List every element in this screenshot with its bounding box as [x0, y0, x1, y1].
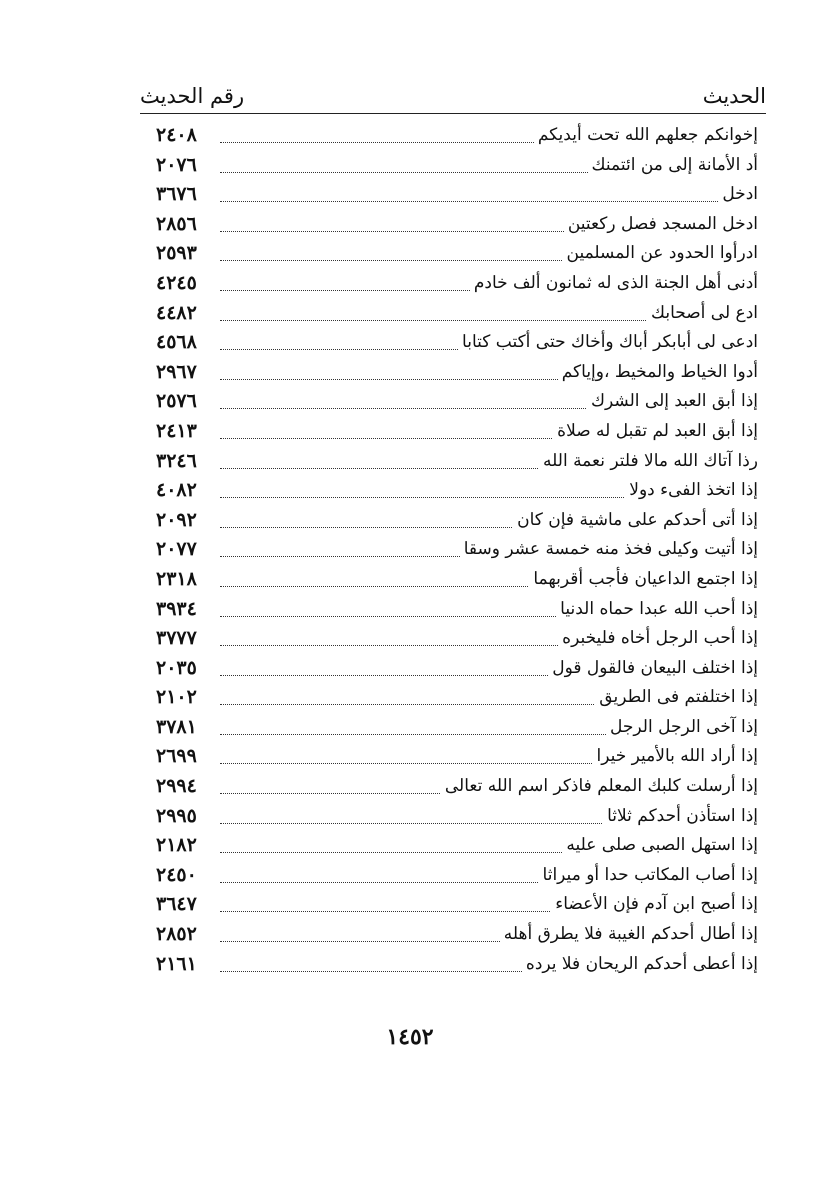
- hadith-number: ٢٨٥٢: [156, 923, 197, 946]
- hadith-column-title: الحديث: [702, 84, 766, 108]
- hadith-number: ٢٣١٨: [156, 567, 197, 590]
- index-entry: [140, 566, 766, 596]
- hadith-text: ادعى لى أبابكر أباك وأخاك حتى أكتب كتابا: [458, 332, 758, 352]
- hadith-number: ٣٧٧٧: [156, 627, 197, 650]
- index-entry: [140, 921, 766, 951]
- index-entry: [140, 477, 766, 507]
- hadith-number: ٢٥٧٦: [156, 390, 197, 413]
- hadith-text: أد الأمانة إلى من ائتمنك: [588, 155, 758, 175]
- hadith-number: ٤٢٤٥: [156, 271, 197, 294]
- index-entry: [140, 270, 766, 300]
- index-entry: [140, 418, 766, 448]
- hadith-text: إذا أصاب المكاتب حدا أو ميراثا: [539, 865, 758, 885]
- header-rule: [140, 113, 766, 114]
- hadith-number: ٣٦٧٦: [156, 183, 197, 206]
- column-header: [140, 84, 766, 114]
- index-entry: [140, 388, 766, 418]
- hadith-text: إذا أتى أحدكم على ماشية فإن كان: [513, 510, 758, 530]
- index-entry: [140, 832, 766, 862]
- hadith-number: ٢١٨٢: [156, 834, 197, 857]
- hadith-text: إذا أرسلت كلبك المعلم فاذكر اسم الله تعالى: [441, 776, 758, 796]
- hadith-number: ٢٠٧٦: [156, 153, 197, 176]
- hadith-text: إذا استأذن أحدكم ثلاثا: [603, 806, 758, 826]
- hadith-text: ادرأوا الحدود عن المسلمين: [563, 243, 758, 263]
- index-entry: [140, 211, 766, 241]
- hadith-number: ٢٥٩٣: [156, 242, 197, 265]
- index-entry: [140, 743, 766, 773]
- hadith-number: ٢٠٣٥: [156, 656, 197, 679]
- hadith-number: ٢٦٩٩: [156, 745, 197, 768]
- index-entry: [140, 240, 766, 270]
- index-entry: [140, 122, 766, 152]
- page-number: ١٤٥٢: [386, 1024, 434, 1050]
- hadith-text: إخوانكم جعلهم الله تحت أيديكم: [534, 125, 758, 145]
- index-entry: [140, 684, 766, 714]
- dotted-leader: [220, 201, 758, 202]
- index-entry: [140, 448, 766, 478]
- hadith-number: ٢٤٠٨: [156, 124, 197, 146]
- hadith-text: إذا اختلف البيعان فالقول قول: [548, 658, 758, 678]
- hadith-text: إذا اتخذ الفىء دولا: [625, 480, 758, 500]
- hadith-number: ٤٠٨٢: [156, 479, 197, 502]
- hadith-index-list: [140, 122, 766, 980]
- index-entry: [140, 596, 766, 626]
- hadith-number: ٣٧٨١: [156, 715, 197, 738]
- hadith-text: إذا أراد الله بالأمير خيرا: [593, 746, 758, 766]
- hadith-number: ٢١٦١: [156, 952, 197, 975]
- index-entry: [140, 891, 766, 921]
- index-entry: [140, 359, 766, 389]
- index-entry: [140, 300, 766, 330]
- hadith-number: ٢٠٩٢: [156, 508, 197, 531]
- hadith-number: ٢٤١٣: [156, 419, 197, 442]
- hadith-text: أدنى أهل الجنة الذى له ثمانون ألف خادم: [470, 273, 758, 293]
- index-entry: [140, 507, 766, 537]
- index-entry: [140, 951, 766, 981]
- index-entry: [140, 625, 766, 655]
- hadith-number: ٤٥٦٨: [156, 331, 197, 354]
- hadith-number: ٢٠٧٧: [156, 538, 197, 561]
- hadith-text: إذا اجتمع الداعيان فأجب أقربهما: [529, 569, 758, 589]
- hadith-text: رذا آتاك الله مالا فلتر نعمة الله: [539, 451, 758, 471]
- index-entry: [140, 329, 766, 359]
- hadith-text: إذا أبق العبد لم تقبل له صلاة: [553, 421, 758, 441]
- hadith-text: ادخل المسجد فصل ركعتين: [564, 214, 758, 234]
- hadith-text: إذا استهل الصبى صلى عليه: [562, 835, 758, 855]
- hadith-number: ٢٤٥٠: [156, 863, 197, 886]
- hadith-text: إذا اختلفتم فى الطريق: [595, 687, 758, 707]
- index-entry: [140, 862, 766, 892]
- hadith-number: ٢١٠٢: [156, 686, 197, 709]
- hadith-text: إذا أحب الله عبدا حماه الدنيا: [556, 599, 758, 619]
- hadith-text: إذا آخى الرجل الرجل: [606, 717, 758, 737]
- hadith-text: ادع لى أصحابك: [647, 303, 758, 323]
- hadith-text: ادخل: [718, 184, 758, 204]
- hadith-number: ٣٢٤٦: [156, 449, 197, 472]
- index-entry: [140, 803, 766, 833]
- hadith-text: إذا أحب الرجل أخاه فليخبره: [558, 628, 758, 648]
- index-entry: [140, 152, 766, 182]
- hadith-text: إذا أصبح ابن آدم فإن الأعضاء: [551, 894, 758, 914]
- index-entry: [140, 655, 766, 685]
- index-entry: [140, 181, 766, 211]
- hadith-number: ٤٤٨٢: [156, 301, 197, 324]
- index-entry: [140, 536, 766, 566]
- hadith-number: ٢٩٩٥: [156, 804, 197, 827]
- hadith-number: ٣٩٣٤: [156, 597, 197, 620]
- index-entry: [140, 714, 766, 744]
- hadith-text: إذا أبق العبد إلى الشرك: [587, 391, 758, 411]
- hadith-text: أدوا الخياط والمخيط ،وإياكم: [558, 362, 758, 382]
- hadith-text: إذا أعطى أحدكم الريحان فلا يرده: [522, 954, 758, 974]
- hadith-number: ٢٨٥٦: [156, 212, 197, 235]
- hadith-number: ٣٦٤٧: [156, 893, 197, 916]
- hadith-number: ٢٩٦٧: [156, 360, 197, 383]
- index-entry: [140, 773, 766, 803]
- hadith-number: ٢٩٩٤: [156, 775, 197, 798]
- hadith-text: إذا أطال أحدكم الغيبة فلا يطرق أهله: [500, 924, 758, 944]
- hadith-text: إذا أتيت وكيلى فخذ منه خمسة عشر وسقا: [460, 539, 758, 559]
- number-column-title: رقم الحديث: [140, 84, 245, 108]
